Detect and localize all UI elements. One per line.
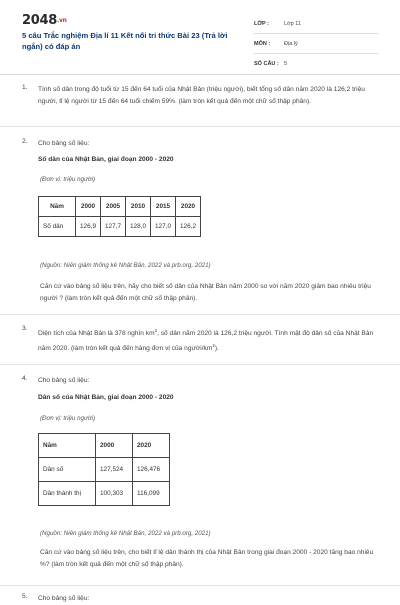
question-number: 3. [22, 325, 28, 332]
question-text: Cho bảng số liệu: [38, 140, 90, 147]
meta-label: SỐ CÂU : [254, 60, 279, 67]
question-number: 4. [22, 375, 28, 382]
table-unit: (Đơn vị: triệu người) [40, 415, 96, 422]
question-text: Cho bảng số liệu: [38, 377, 90, 384]
question-number: 2. [22, 138, 28, 145]
question-5 [22, 593, 378, 605]
meta-panel [254, 14, 378, 73]
table-cell: Dân số [39, 458, 96, 482]
meta-value: Lớp 11 [284, 20, 301, 27]
site-logo[interactable]: 2048.vn [22, 13, 67, 28]
header [0, 0, 400, 75]
page-title: 5 câu Trắc nghiệm Địa lí 11 Kết nối tri thức Bài 23 (Trả lời ngắn) có đáp án [22, 31, 228, 51]
table-header: 2010 [126, 197, 151, 217]
table-source: (Nguồn: Niên giám thống kê Nhật Bản, 2022 và prb.org, 2021) [40, 262, 211, 269]
meta-row-class [254, 14, 378, 34]
divider [0, 314, 400, 315]
table-header: 2020 [133, 434, 170, 458]
question-4 [22, 375, 378, 575]
table-cell: 126,9 [76, 217, 101, 237]
table-header: Năm [39, 197, 76, 217]
table-cell: 128,0 [126, 217, 151, 237]
meta-label: MÔN : [254, 40, 271, 47]
table-header: Năm [39, 434, 96, 458]
meta-value: 5 [284, 60, 288, 67]
table-header-row [39, 434, 170, 458]
meta-row-count [254, 54, 378, 73]
table-row [39, 217, 201, 237]
question-prompt: Căn cứ vào bảng số liệu trên, hãy cho biết số dân của Nhật Bản năm 2000 so với năm 2020 giảm bao nhiêu triệu người ? (làm tròn kết quả đến một chữ số thập phân). [40, 283, 371, 302]
table-cell: Số dân [39, 217, 76, 237]
table-source: (Nguồn: Niên giám thống kê Nhật Bản, 2022 và prb.org, 2021) [40, 530, 211, 537]
table-header: 2000 [76, 197, 101, 217]
table-header: 2015 [151, 197, 176, 217]
table-cell: 126,476 [133, 458, 170, 482]
question-text: Diện tích của Nhật Bản là 378 nghìn $km^2$, số dân năm 2020 là 126,2 triệu người. Tính mật độ dân số của Nhật Bản năm 2020. (làm tròn kết quả đến hàng đơn vị của người/$km^2$). [38, 328, 374, 352]
divider [0, 364, 400, 365]
table-row [39, 482, 170, 506]
table-cell: 116,099 [133, 482, 170, 506]
table-header-row [39, 197, 201, 217]
table-cell: 127,524 [96, 458, 133, 482]
table-header: 2000 [96, 434, 133, 458]
population-table [38, 196, 201, 237]
question-3 [22, 325, 378, 365]
table-title: Số dân của Nhật Bản, giai đoạn 2000 - 2020 [38, 156, 174, 163]
question-number: 1. [22, 84, 28, 91]
divider [0, 126, 400, 127]
table-header: 2020 [176, 197, 201, 217]
urban-population-table [38, 433, 170, 506]
meta-value: Địa lý [284, 40, 298, 47]
question-1 [22, 84, 378, 124]
table-row [39, 458, 170, 482]
question-text: Cho bảng số liệu: [38, 595, 90, 602]
table-cell: 127,0 [151, 217, 176, 237]
question-prompt: Căn cứ vào bảng số liệu trên, cho biết tỉ lệ dân thành thị của Nhật Bản trong giai đoạn 2000 - 2020 tăng bao nhiêu %? (làm tròn kết quả đến một chữ số thập phân). [40, 549, 374, 568]
table-header: 2005 [101, 197, 126, 217]
table-cell: Dân thành thị [39, 482, 96, 506]
question-text: Tính số dân trong độ tuổi từ 15 đến 64 tuổi của Nhật Bản (triệu người), biết tổng số dân năm 2020 là 126,2 triệu người, tỉ lệ người từ 15 đến 64 tuổi chiếm 59%. (làm tròn kết quả đến một chữ số thập phân). [38, 86, 365, 105]
meta-label: LỚP : [254, 20, 269, 27]
question-number: 5. [22, 593, 28, 600]
table-cell: 100,303 [96, 482, 133, 506]
divider [0, 585, 400, 586]
meta-row-subject [254, 34, 378, 54]
table-cell: 126,2 [176, 217, 201, 237]
table-title: Dân số của Nhật Bản, giai đoạn 2000 - 2020 [38, 394, 174, 401]
table-cell: 127,7 [101, 217, 126, 237]
question-2 [22, 138, 378, 313]
table-unit: (Đơn vị: triệu người) [40, 176, 96, 183]
